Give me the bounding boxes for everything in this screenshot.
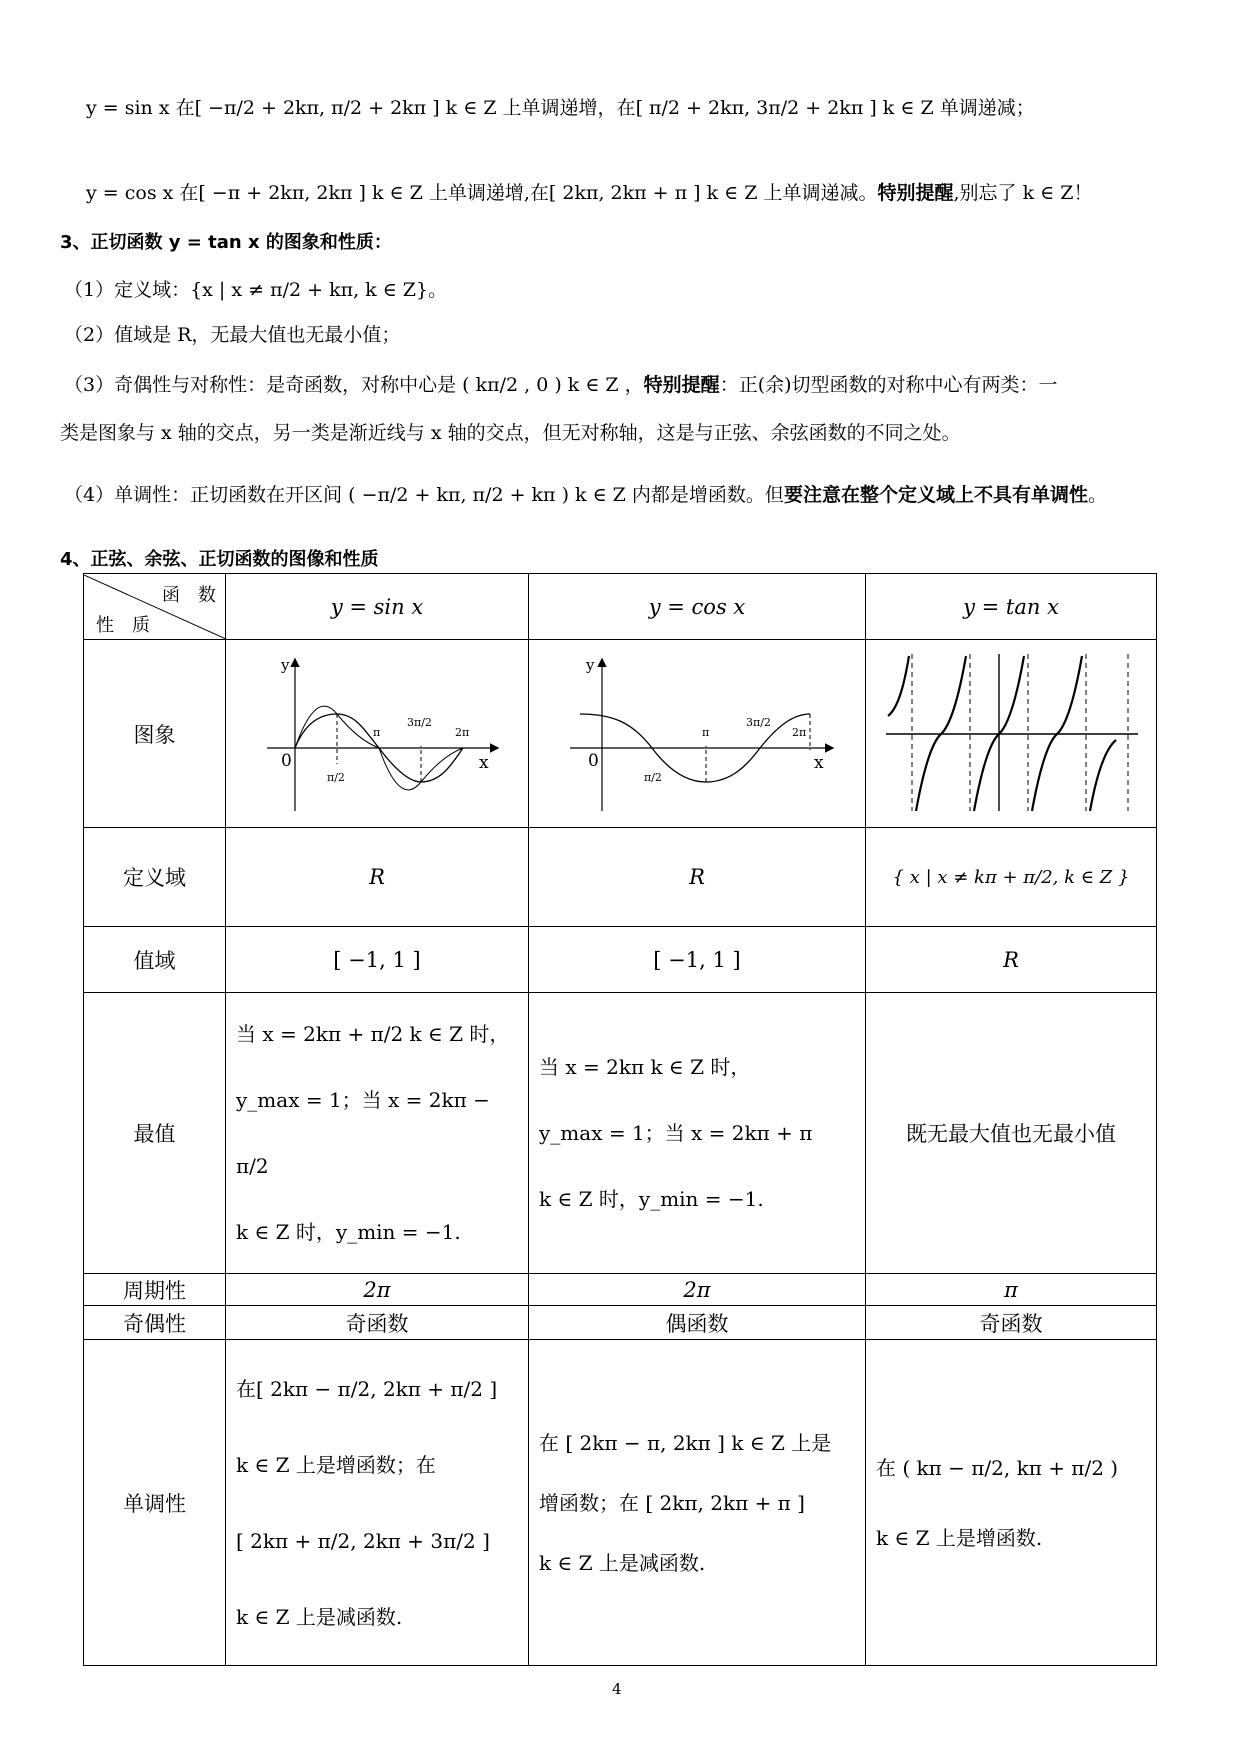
cos-origin-label: 0	[588, 751, 599, 771]
tan-domain-line: （1）定义域：{x | x ≠ π/2 + kπ, k ∈ Z}。	[64, 279, 448, 301]
corner-property-label: 性 质	[96, 614, 150, 636]
section-3-heading: 3、正切函数 y = tan x 的图象和性质：	[60, 232, 392, 253]
cos-graph	[552, 646, 842, 816]
cos-2pi-label: 2π	[792, 726, 807, 739]
tan-domain: { x | x ≠ kπ + π/2, k ∈ Z }	[866, 828, 1157, 927]
tan-parity-line	[64, 370, 1058, 397]
sin-mono: 在[ 2kπ − π/2, 2kπ + π/2 ] k ∈ Z 上是增函数；在 [ 2kπ + π/2, 2kπ + 3π/2 ] k ∈ Z 上是减函数.	[226, 1340, 529, 1666]
tan-range: R	[866, 927, 1157, 993]
tan-graph	[876, 646, 1146, 816]
tan-monotonic-line	[64, 480, 1107, 507]
row-label-period: 周期性	[84, 1274, 226, 1306]
tan-monotonic-text: （4）单调性：正切函数在开区间 ( −π/2 + kπ, π/2 + kπ ) k ∈ Z 内都是增函数。但	[64, 484, 784, 506]
cos-monotonic-text: y = cos x 在[ −π + 2kπ, 2kπ ] k ∈ Z 上单调递增,在[ 2kπ, 2kπ + π ] k ∈ Z 上单调递减。	[86, 182, 878, 204]
cos-parity: 偶函数	[529, 1306, 866, 1340]
cos-x-label: x	[814, 753, 824, 773]
cos-pi2-label: π/2	[644, 771, 662, 784]
tan-range-line: （2）值域是 R，无最大值也无最小值；	[64, 324, 401, 346]
tan-period: π	[866, 1274, 1157, 1306]
sin-origin-label: 0	[281, 751, 292, 771]
corner-cell	[84, 574, 226, 640]
cos-range: [ −1, 1 ]	[529, 927, 866, 993]
col-sin: y = sin x	[226, 574, 529, 640]
section-4-heading: 4、正弦、余弦、正切函数的图像和性质	[60, 549, 379, 570]
cos-domain: R	[529, 828, 866, 927]
extreme-row	[84, 993, 1157, 1274]
sin-graph	[247, 646, 507, 816]
tan-extreme: 既无最大值也无最小值	[866, 993, 1157, 1274]
sin-domain: R	[226, 828, 529, 927]
col-tan: y = tan x	[866, 574, 1157, 640]
sin-y-label: y	[281, 656, 290, 674]
row-label-range: 值域	[84, 927, 226, 993]
sin-monotonic-line: y = sin x 在[ −π/2 + 2kπ, π/2 + 2kπ ] k ∈ Z 上单调递增，在[ π/2 + 2kπ, 3π/2 + 2kπ ] k ∈ Z 单调递减；	[86, 97, 1035, 119]
tan-mono: 在 ( kπ − π/2, kπ + π/2 ) k ∈ Z 上是增函数.	[866, 1340, 1157, 1666]
page-number: 4	[612, 1680, 622, 1698]
tan-parity-note: ：正(余)切型函数的对称中心有两类：一	[719, 374, 1058, 396]
header-row	[84, 574, 1157, 640]
row-label-parity: 奇偶性	[84, 1306, 226, 1340]
tan-parity-line-2: 类是图象与 x 轴的交点，另一类是渐近线与 x 轴的交点，但无对称轴，这是与正弦、余弦函数的不同之处。	[60, 422, 961, 444]
monotonic-warning: 要注意在整个定义域上不具有单调性	[783, 484, 1088, 506]
sin-parity: 奇函数	[226, 1306, 529, 1340]
cos-y-label: y	[586, 656, 595, 674]
parity-row	[84, 1306, 1157, 1340]
row-label-mono: 单调性	[84, 1340, 226, 1666]
special-reminder-2: 特别提醒	[643, 374, 720, 396]
cos-pi-label: π	[702, 726, 710, 739]
sin-x-label: x	[479, 753, 489, 773]
sin-period: 2π	[226, 1274, 529, 1306]
range-row	[84, 927, 1157, 993]
sin-pi-label: π	[373, 726, 381, 739]
k-reminder: ,别忘了 k ∈ Z！	[953, 182, 1093, 204]
cos-3pi2-label: 3π/2	[746, 716, 771, 729]
row-label-domain: 定义域	[84, 828, 226, 927]
cos-period: 2π	[529, 1274, 866, 1306]
cos-extreme: 当 x = 2kπ k ∈ Z 时， y_max = 1；当 x = 2kπ + π k ∈ Z 时，y_min = −1.	[529, 993, 866, 1274]
sin-2pi-label: 2π	[455, 726, 470, 739]
tan-graph-cell	[866, 640, 1157, 828]
tan-parity: 奇函数	[866, 1306, 1157, 1340]
monotonic-row	[84, 1340, 1157, 1666]
tan-parity-text: （3）奇偶性与对称性：是奇函数，对称中心是 ( kπ/2 , 0 ) k ∈ Z ，	[64, 374, 644, 396]
sin-pi2-label: π/2	[327, 771, 345, 784]
cos-graph-cell	[529, 640, 866, 828]
sin-range: [ −1, 1 ]	[226, 927, 529, 993]
row-label-extreme: 最值	[84, 993, 226, 1274]
period-row	[84, 1274, 1157, 1306]
trig-properties-table	[83, 573, 1157, 1666]
sin-3pi2-label: 3π/2	[407, 716, 432, 729]
sin-graph-cell	[226, 640, 529, 828]
col-cos: y = cos x	[529, 574, 866, 640]
sin-extreme: 当 x = 2kπ + π/2 k ∈ Z 时， y_max = 1；当 x = 2kπ − π/2 k ∈ Z 时，y_min = −1.	[226, 993, 529, 1274]
period-mark: 。	[1087, 484, 1107, 506]
cos-mono: 在 [ 2kπ − π, 2kπ ] k ∈ Z 上是 增函数；在 [ 2kπ, 2kπ + π ] k ∈ Z 上是减函数.	[529, 1340, 866, 1666]
special-reminder: 特别提醒	[877, 182, 954, 204]
cos-monotonic-line	[86, 178, 1092, 205]
graph-row	[84, 640, 1157, 828]
corner-function-label: 函 数	[162, 584, 216, 606]
row-label-graph: 图象	[84, 640, 226, 828]
domain-row	[84, 828, 1157, 927]
